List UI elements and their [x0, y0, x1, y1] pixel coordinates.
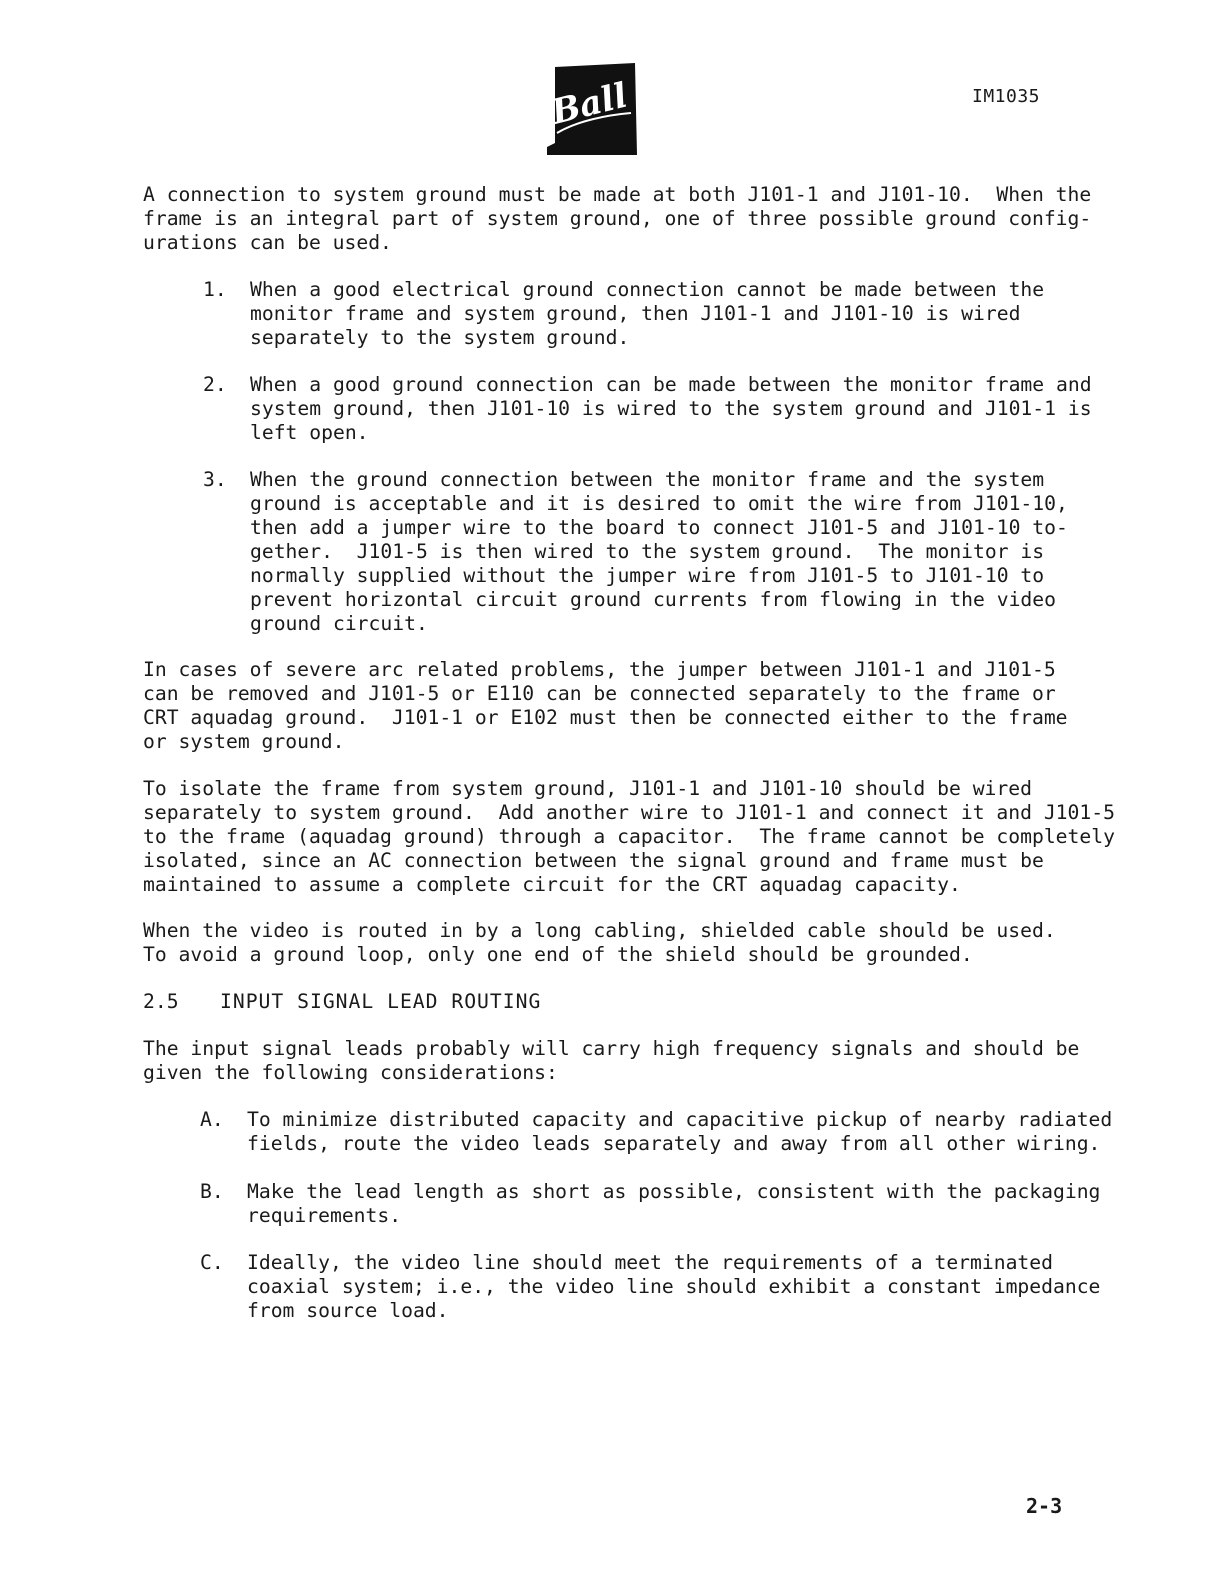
list-item-line: requirements.	[247, 1204, 402, 1227]
section-title: INPUT SIGNAL LEAD ROUTING	[220, 990, 542, 1013]
list-item-line: from source load.	[247, 1299, 449, 1322]
list-item-line: ground circuit.	[250, 612, 428, 635]
list-item-line: prevent horizontal circuit ground currents from flowing in the video	[250, 588, 1056, 611]
list-letter: B.	[200, 1180, 224, 1203]
list-letter: C.	[200, 1251, 224, 1274]
paragraph-line: To avoid a ground loop, only one end of the shield should be grounded.	[143, 943, 973, 966]
list-item-line: left open.	[250, 421, 369, 444]
paragraph-line: can be removed and J101-5 or E110 can be connected separately to the frame or	[143, 682, 1056, 705]
list-item-line: monitor frame and system ground, then J101-1 and J101-10 is wired	[250, 302, 1021, 325]
intro-line: urations can be used.	[143, 231, 392, 254]
paragraph-line: To isolate the frame from system ground, J101-1 and J101-10 should be wired	[143, 777, 1032, 800]
list-item-line: When a good ground connection can be made between the monitor frame and	[250, 373, 1092, 396]
list-item-line: When the ground connection between the monitor frame and the system	[250, 468, 1045, 491]
list-number: 2.	[203, 373, 227, 396]
list-item-line: To minimize distributed capacity and capacitive pickup of nearby radiated	[247, 1108, 1113, 1131]
paragraph-line: In cases of severe arc related problems, the jumper between J101-1 and J101-5	[143, 658, 1056, 681]
list-number: 1.	[203, 278, 227, 301]
list-number: 3.	[203, 468, 227, 491]
ball-logo	[547, 63, 637, 155]
list-item-line: When a good electrical ground connection cannot be made between the	[250, 278, 1045, 301]
list-item-line: ground is acceptable and it is desired to omit the wire from J101-10,	[250, 492, 1068, 515]
paragraph-line: to the frame (aquadag ground) through a capacitor. The frame cannot be completely	[143, 825, 1115, 848]
list-item-line: fields, route the video leads separately and away from all other wiring.	[247, 1132, 1101, 1155]
intro-line: A connection to system ground must be made at both J101-1 and J101-10. When the	[143, 183, 1092, 206]
intro-line: frame is an integral part of system ground, one of three possible ground config-	[143, 207, 1092, 230]
paragraph-line: separately to system ground. Add another wire to J101-1 and connect it and J101-5	[143, 801, 1115, 824]
paragraph-line: When the video is routed in by a long cabling, shielded cable should be used.	[143, 919, 1056, 942]
paragraph-line: given the following considerations:	[143, 1061, 558, 1084]
paragraph-line: or system ground.	[143, 730, 345, 753]
document-id: IM1035	[972, 86, 1041, 107]
list-item-line: separately to the system ground.	[250, 326, 630, 349]
list-item-line: system ground, then J101-10 is wired to the system ground and J101-1 is	[250, 397, 1092, 420]
ball-logo-graphic	[547, 63, 637, 155]
list-item-line: Make the lead length as short as possible, consistent with the packaging	[247, 1180, 1101, 1203]
paragraph-line: maintained to assume a complete circuit for the CRT aquadag capacity.	[143, 873, 961, 896]
page-number: 2-3	[1026, 1494, 1063, 1518]
list-item-line: normally supplied without the jumper wire from J101-5 to J101-10 to	[250, 564, 1045, 587]
list-item-line: Ideally, the video line should meet the requirements of a terminated	[247, 1251, 1053, 1274]
list-letter: A.	[200, 1108, 224, 1131]
paragraph-line: The input signal leads probably will carry high frequency signals and should be	[143, 1037, 1080, 1060]
list-item-line: coaxial system; i.e., the video line should exhibit a constant impedance	[247, 1275, 1101, 1298]
paragraph-line: isolated, since an AC connection between the signal ground and frame must be	[143, 849, 1044, 872]
list-item-line: gether. J101-5 is then wired to the system ground. The monitor is	[250, 540, 1045, 563]
list-item-line: then add a jumper wire to the board to connect J101-5 and J101-10 to-	[250, 516, 1068, 539]
paragraph-line: CRT aquadag ground. J101-1 or E102 must then be connected either to the frame	[143, 706, 1068, 729]
section-number: 2.5	[143, 990, 179, 1013]
logo-lettering: Ball	[547, 75, 632, 133]
